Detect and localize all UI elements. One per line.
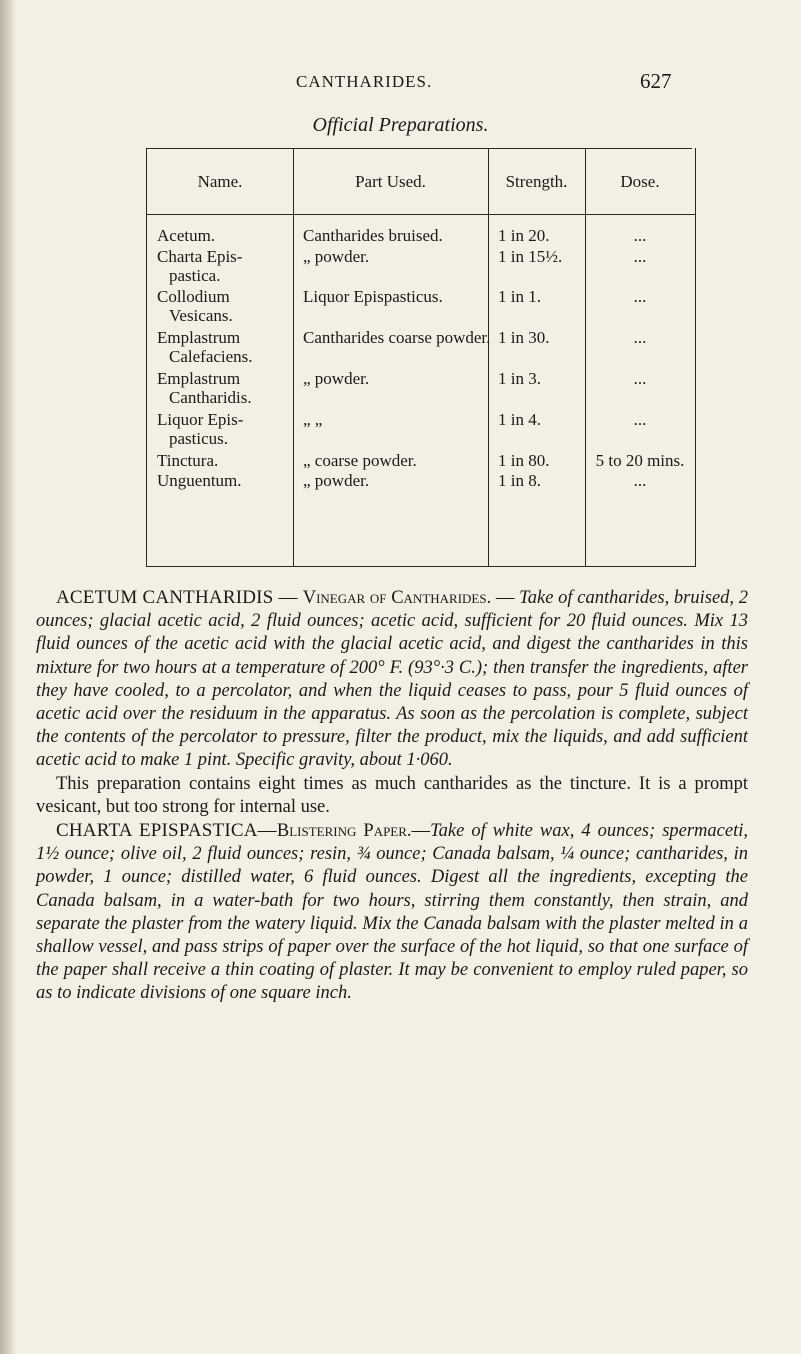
cell-name: Vesicans. [169,306,233,325]
cell-name: Charta Epis- [157,247,243,266]
entry-text: Take of cantharides, bruised, 2 ounces; glacial acetic acid, 2 fluid ounces; acetic acid, sufficient for 20 fluid ounces. Mix 13 fluid ounces of the acetic acid with the glacial acetic acid, and digest the cantharides in this mixture for two hours at a temperature of 200° F. (93°·3 C.); then transfer the ingredients, after they have cooled, to a percolator, and when the liquid ceases to pass, pour 5 fluid ounces of acetic acid over the residuum in the apparatus. As soon as the percolation is complete, subject the contents of the percolator to pressure, filter the product, mix the liquids, and add sufficient acetic acid to make 1 pint. Specific gravity, about 1·060. [36,588,748,771]
cell-name: Liquor Epis- [157,410,244,429]
column-divider [488,148,489,566]
header-name: Name. [197,172,243,191]
cell-strength: 1 in 15½. [498,247,563,266]
preparations-table [146,148,696,567]
entry-subheading: Blistering Paper.— [276,821,431,842]
header-dose: Dose. [620,172,660,191]
running-title: CANTHARIDES. [296,72,433,91]
cell-name: Emplastrum [157,369,241,388]
cell-strength: 1 in 20. [498,226,550,245]
cell-part-used: „ coarse powder. [303,451,417,470]
cell-strength: 1 in 1. [498,287,541,306]
cell-name: Unguentum. [157,471,242,490]
body-text [36,586,748,1006]
cell-strength: 1 in 3. [498,369,541,388]
entry-heading: ACETUM CANTHARIDIS — [56,587,303,608]
cell-name: Acetum. [157,226,216,245]
cell-dose: ... [633,287,647,306]
cell-dose: ... [633,369,647,388]
cell-part-used: „ powder. [303,369,370,388]
cell-name: Emplastrum [157,328,241,347]
cell-name: pasticus. [169,429,229,448]
cell-dose: ... [633,328,647,347]
cell-part-used: Cantharides bruised. [303,226,443,245]
cell-part-used: „ powder. [303,471,370,490]
cell-name: Calefaciens. [169,347,253,366]
cell-part-used: „ powder. [303,247,370,266]
table-caption: Official Preparations. [312,114,489,136]
header-divider [147,214,695,215]
cell-strength: 1 in 30. [498,328,550,347]
cell-strength: 1 in 8. [498,471,541,490]
paragraph-acetum [36,586,748,773]
cell-dose: 5 to 20 mins. [595,451,685,470]
column-divider [585,148,586,566]
cell-dose: ... [633,226,647,245]
cell-part-used: „ „ [303,410,323,429]
paragraph-charta [36,819,748,1006]
cell-name: Cantharidis. [169,388,252,407]
cell-part-used: Liquor Epispasticus. [303,287,443,306]
cell-name: Collodium [157,287,230,306]
paragraph-note: This preparation contains eight times as much cantharides as the tincture. It is a prompt vesicant, but too strong for internal use. [36,773,748,817]
column-divider [293,148,294,566]
cell-name: pastica. [169,266,221,285]
page-number: 627 [640,69,672,93]
cell-name: Tinctura. [157,451,219,470]
cell-strength: 1 in 80. [498,451,550,470]
cell-dose: ... [633,247,647,266]
cell-dose: ... [633,410,647,429]
entry-heading: CHARTA EPISPASTICA— [56,820,277,842]
entry-text: Take of white wax, 4 ounces; spermaceti, 1½ ounce; olive oil, 2 fluid ounces; resin, ¾ ounce; Canada balsam, ¼ ounce; cantharides, in powder, 1 ounce; distilled water, 6 fluid ounces. Digest all the ingredients, excepting the Canada balsam, in a water-bath for two hours, stirring them constantly, then strain, and separate the plaster from the watery liquid. Mix the Canada balsam with the plaster melted in a shallow vessel, and pass strips of paper over the surface of the hot liquid, so that one surface of the paper shall receive a thin coating of plaster. It may be convenient to employ ruled paper, so as to indicate divisions of one square inch. [36,821,748,1004]
cell-dose: ... [633,471,647,490]
cell-strength: 1 in 4. [498,410,541,429]
entry-subheading: Vinegar of Cantharides. — [302,588,515,608]
page-binding-shadow [0,0,16,1354]
header-strength: Strength. [505,172,568,191]
header-part-used: Part Used. [355,172,426,191]
cell-part-used: Cantharides coarse powder. [303,328,491,347]
